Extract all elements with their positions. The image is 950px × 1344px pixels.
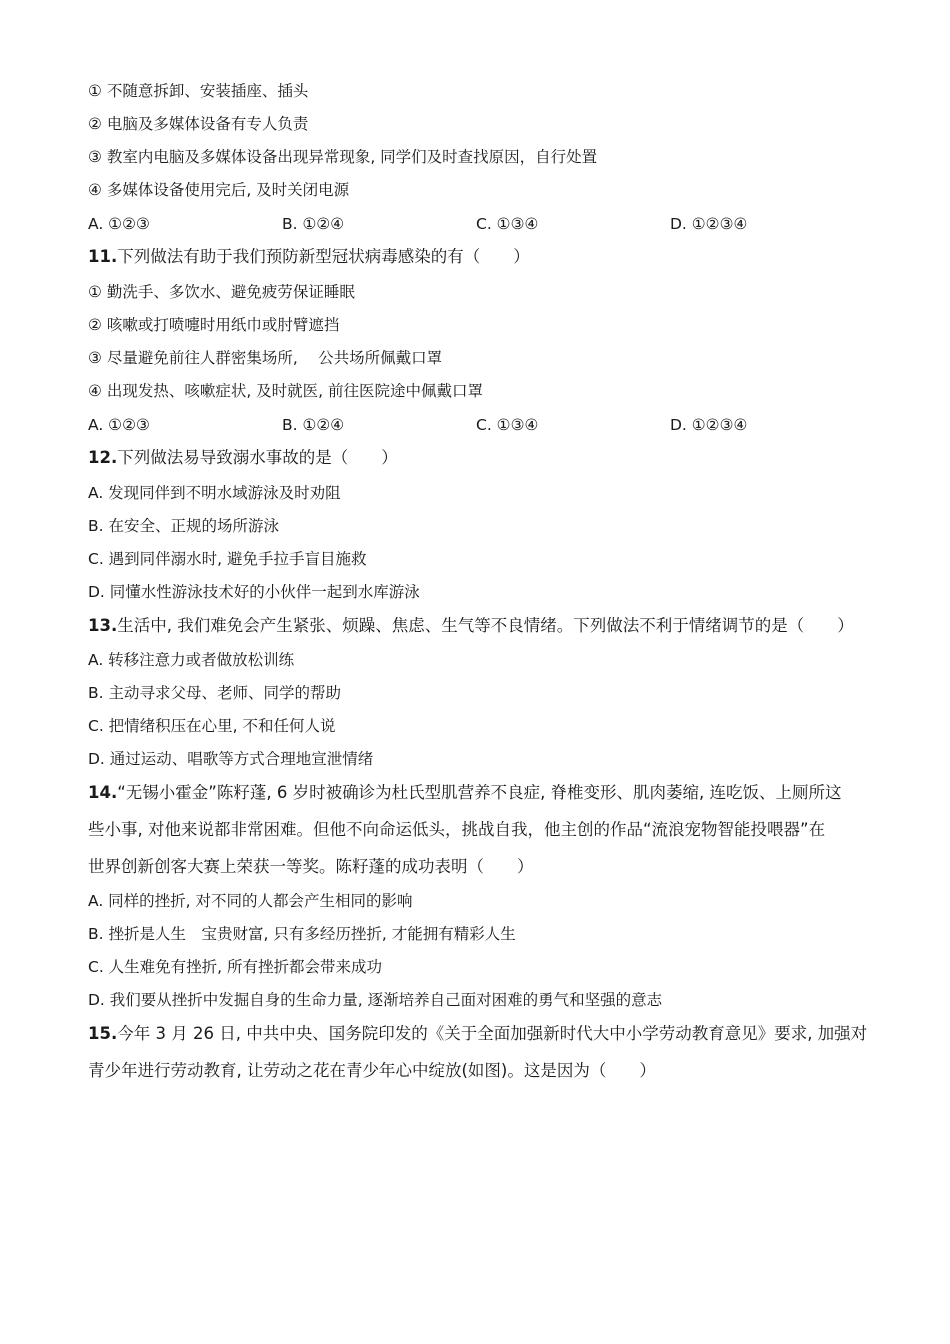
q13-stem-text: 生活中, 我们难免会产生紧张、烦躁、焦虑、生气等不良情绪。下列做法不利于情绪调节的是（ ） [117, 616, 854, 635]
q11-stem-text: 下列做法有助于我们预防新型冠状病毒感染的有（ ） [117, 247, 530, 266]
q10-option-a: A. ①②③ [88, 215, 150, 233]
q13-option-d: D. 通过运动、唱歌等方式合理地宣泄情绪 [88, 750, 374, 768]
q12-stem-text: 下列做法易导致溺水事故的是（ ） [117, 448, 398, 467]
q10-item-1: ① 不随意拆卸、安装插座、插头 [88, 82, 309, 100]
q14-stem-text-1: “无锡小霍金”陈籽蓬, 6 岁时被确诊为杜氏型肌营养不良症, 脊椎变形、肌肉萎缩, 连吃饭、上厕所这 [117, 783, 842, 802]
q11-item-3: ③ 尽量避免前往人群密集场所, 公共场所佩戴口罩 [88, 349, 443, 367]
q15-stem-line-2: 青少年进行劳动教育, 让劳动之花在青少年心中绽放(如图)。这是因为（ ） [88, 1061, 656, 1080]
q11-item-2: ② 咳嗽或打喷嚏时用纸巾或肘臂遮挡 [88, 316, 340, 334]
q10-item-4: ④ 多媒体设备使用完后, 及时关闭电源 [88, 181, 350, 199]
q13-option-a: A. 转移注意力或者做放松训练 [88, 651, 295, 669]
q10-item-2: ② 电脑及多媒体设备有专人负责 [88, 115, 309, 133]
q15-stem-text-1: 今年 3 月 26 日, 中共中央、国务院印发的《关于全面加强新时代大中小学劳动教育意见》要求, 加强对 [117, 1024, 868, 1043]
q12-option-c: C. 遇到同伴溺水时, 避免手拉手盲目施救 [88, 550, 367, 568]
q12-stem [88, 447, 398, 469]
q13-stem [88, 615, 854, 637]
q11-option-a: A. ①②③ [88, 416, 150, 434]
q14-number: 14. [88, 783, 118, 802]
q11-item-4: ④ 出现发热、咳嗽症状, 及时就医, 前往医院途中佩戴口罩 [88, 382, 484, 400]
q12-option-d: D. 同懂水性游泳技术好的小伙伴一起到水库游泳 [88, 583, 420, 601]
q14-stem-line-2: 些小事, 对他来说都非常困难。但他不向命运低头，挑战自我，他主创的作品“流浪宠物智能投喂器”在 [88, 820, 826, 839]
q10-option-c: C. ①③④ [476, 215, 539, 233]
q10-item-3: ③ 教室内电脑及多媒体设备出现异常现象, 同学们及时查找原因，自行处置 [88, 148, 598, 166]
q14-option-b: B. 挫折是人生 宝贵财富, 只有多经历挫折, 才能拥有精彩人生 [88, 925, 516, 943]
q13-option-c: C. 把情绪积压在心里, 不和任何人说 [88, 717, 336, 735]
q12-number: 12. [88, 448, 118, 467]
q14-stem-line-1 [88, 782, 842, 804]
q12-option-a: A. 发现同伴到不明水域游泳及时劝阻 [88, 484, 341, 502]
q11-option-b: B. ①②④ [282, 416, 345, 434]
q10-option-d: D. ①②③④ [670, 215, 748, 233]
q11-option-c: C. ①③④ [476, 416, 539, 434]
q14-stem-line-3: 世界创新创客大赛上荣获一等奖。陈籽蓬的成功表明（ ） [88, 857, 534, 876]
q11-number: 11. [88, 247, 118, 266]
q14-option-a: A. 同样的挫折, 对不同的人都会产生相同的影响 [88, 892, 413, 910]
q15-stem-line-1 [88, 1023, 867, 1045]
q11-item-1: ① 勤洗手、多饮水、避免疲劳保证睡眠 [88, 283, 355, 301]
q15-number: 15. [88, 1024, 118, 1043]
q14-option-d: D. 我们要从挫折中发掘自身的生命力量, 逐渐培养自己面对困难的勇气和坚强的意志 [88, 991, 663, 1009]
q11-stem [88, 246, 530, 268]
q14-option-c: C. 人生难免有挫折, 所有挫折都会带来成功 [88, 958, 383, 976]
q13-option-b: B. 主动寻求父母、老师、同学的帮助 [88, 684, 341, 702]
q11-option-d: D. ①②③④ [670, 416, 748, 434]
q10-option-b: B. ①②④ [282, 215, 345, 233]
q12-option-b: B. 在安全、正规的场所游泳 [88, 517, 279, 535]
q13-number: 13. [88, 616, 118, 635]
